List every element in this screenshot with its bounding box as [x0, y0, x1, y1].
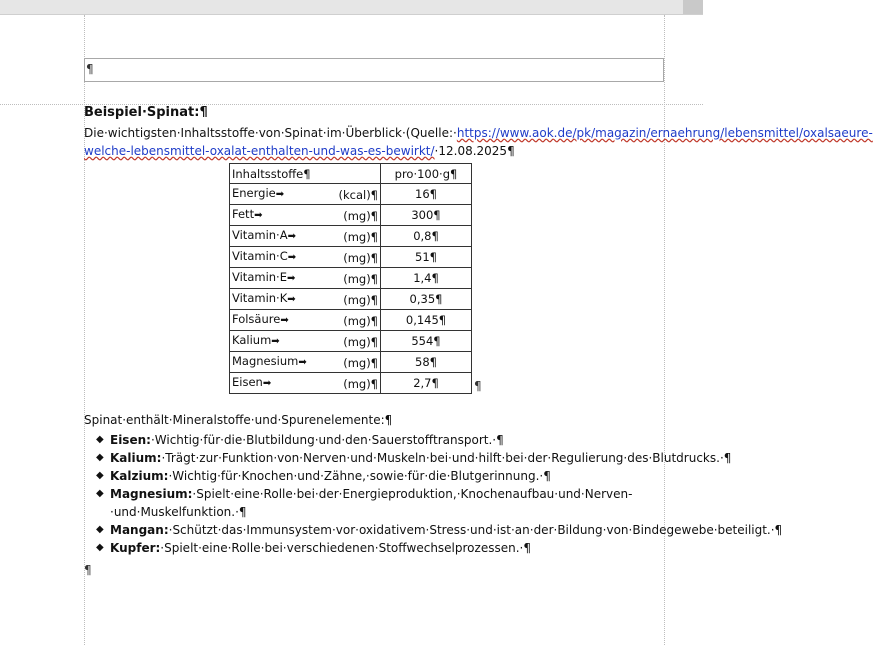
table-body — [230, 184, 485, 394]
nutrient-value: 0,145¶ — [405, 313, 447, 327]
nutrient-unit: (mg)¶ — [343, 377, 378, 391]
nutrient-cell — [230, 247, 381, 268]
nutrient-value-cell — [381, 184, 472, 205]
mineral-term: Kalium: — [110, 451, 162, 465]
list-item — [96, 521, 783, 539]
list-item — [96, 449, 732, 467]
diamond-bullet-icon: ◆ — [96, 452, 104, 463]
tab-arrow-icon: ➡ — [286, 273, 296, 284]
nutrient-unit: (mg)¶ — [343, 293, 378, 307]
nutrient-unit: (kcal)¶ — [338, 188, 378, 202]
minerals-list — [84, 431, 783, 557]
nutrient-value-cell — [381, 226, 472, 247]
nutrient-unit: (mg)¶ — [343, 314, 378, 328]
nutrient-name: Vitamin·A — [232, 228, 288, 242]
tab-arrow-icon: ➡ — [287, 252, 297, 263]
nutrient-value-cell — [381, 289, 472, 310]
document-heading: Beispiel·Spinat:¶ — [84, 105, 208, 120]
mineral-text: ·Wichtig·für·die·Blutbildung·und·den·Sauerstofftransport.·¶ — [150, 433, 504, 447]
top-toolbar-strip — [0, 0, 703, 15]
mineral-text: ·Spielt·eine·Rolle·bei·der·Energieproduktion,·Knochenaufbau·und·Nerven-·und·Muskelfunktion.·¶ — [110, 487, 633, 519]
nutrient-value: 554¶ — [411, 334, 441, 348]
table-row — [230, 373, 485, 394]
nutrient-name: Vitamin·E — [232, 270, 287, 284]
intro-paragraph — [84, 124, 873, 160]
mineral-text: ·Schützt·das·Immunsystem·vor·oxidativem·Stress·und·ist·an·der·Bildung·von·Bindegewebe·beteiligt.·¶ — [168, 523, 783, 537]
table-row — [230, 205, 485, 226]
nutrient-value-cell — [381, 247, 472, 268]
nutrient-name: Vitamin·K — [232, 291, 288, 305]
table-row — [230, 331, 485, 352]
tab-arrow-icon: ➡ — [254, 210, 263, 221]
nutrient-value-cell — [381, 310, 472, 331]
tab-arrow-icon: ➡ — [287, 231, 296, 242]
table-row — [230, 289, 485, 310]
nutrient-cell — [230, 205, 381, 226]
nutrient-unit: (mg)¶ — [343, 356, 378, 370]
nutrient-name: Eisen — [232, 375, 263, 389]
nutrient-name: Kalium — [232, 333, 272, 347]
nutrition-table — [229, 163, 485, 394]
table-row — [230, 226, 485, 247]
nutrient-unit: (mg)¶ — [343, 209, 378, 223]
nutrient-value: 1,4¶ — [413, 271, 439, 285]
nutrient-cell — [230, 352, 381, 373]
document-body[interactable] — [84, 104, 873, 579]
toolbar-corner — [683, 0, 703, 14]
table-row — [230, 247, 485, 268]
tab-arrow-icon: ➡ — [275, 189, 285, 200]
list-item — [96, 485, 666, 521]
nutrient-unit: (mg)¶ — [343, 335, 378, 349]
nutrient-name: Folsäure — [232, 312, 281, 326]
row-end-mark — [472, 373, 485, 394]
mineral-term: Kalzium: — [110, 469, 169, 483]
diamond-bullet-icon: ◆ — [96, 542, 104, 553]
table-row — [230, 268, 485, 289]
diamond-bullet-icon: ◆ — [96, 524, 104, 535]
table-row — [230, 184, 485, 205]
nutrient-value-cell — [381, 331, 472, 352]
nutrient-value-cell — [381, 205, 472, 226]
nutrient-unit: (mg)¶ — [343, 230, 378, 244]
diamond-bullet-icon: ◆ — [96, 434, 104, 445]
nutrient-value: 300¶ — [411, 208, 441, 222]
nutrient-name: Vitamin·C — [232, 249, 288, 263]
nutrient-value-cell — [381, 373, 472, 394]
nutrient-cell — [230, 226, 381, 247]
nutrient-value: 16¶ — [415, 187, 437, 201]
nutrient-value: 0,35¶ — [409, 292, 443, 306]
table-row — [230, 310, 485, 331]
diamond-bullet-icon: ◆ — [96, 470, 104, 481]
mineral-term: Kupfer: — [110, 541, 161, 555]
nutrient-value: 2,7¶ — [413, 376, 439, 390]
end-paragraph-mark: ¶ — [84, 563, 92, 577]
mineral-text: ·Spielt·eine·Rolle·bei·verschiedenen·Stoffwechselprozessen.·¶ — [160, 541, 531, 555]
tab-arrow-icon: ➡ — [271, 336, 280, 347]
nutrient-name: Magnesium — [232, 354, 299, 368]
tab-arrow-icon: ➡ — [287, 294, 296, 305]
mineral-text: ·Wichtig·für·Knochen·und·Zähne,·sowie·für·die·Blutgerinnung.·¶ — [168, 469, 551, 483]
nutrient-value: 58¶ — [415, 355, 437, 369]
tab-arrow-icon: ➡ — [298, 357, 307, 368]
nutrient-cell — [230, 373, 381, 394]
page-header-box[interactable] — [84, 58, 664, 82]
intro-text: Die·wichtigsten·Inhaltsstoffe·von·Spinat·im·Überblick·(Quelle:· — [84, 126, 457, 140]
table-header-name: Inhaltsstoffe¶ — [230, 164, 381, 184]
list-item — [96, 539, 666, 557]
mineral-term: Eisen: — [110, 433, 151, 447]
minerals-intro: Spinat·enthält·Mineralstoffe·und·Spurenelemente:¶ — [84, 413, 393, 427]
nutrient-cell — [230, 289, 381, 310]
row-pilcrow: ¶ — [474, 378, 482, 393]
nutrient-value-cell — [381, 352, 472, 373]
nutrient-cell — [230, 184, 381, 205]
mineral-text: ·Trägt·zur·Funktion·von·Nerven·und·Muskeln·bei·und·hilft·bei·der·Regulierung·des·Blutdrucks.·¶ — [161, 451, 732, 465]
table-header-row — [230, 164, 485, 184]
table-header-value: pro·100·g¶ — [381, 164, 472, 184]
nutrient-unit: (mg)¶ — [343, 272, 378, 286]
list-item — [96, 467, 666, 485]
mineral-term: Mangan: — [110, 523, 169, 537]
intro-date: ·12.08.2025¶ — [434, 144, 515, 158]
list-item — [96, 431, 666, 449]
tab-arrow-icon: ➡ — [262, 378, 272, 389]
diamond-bullet-icon: ◆ — [96, 488, 104, 499]
nutrient-name: Fett — [232, 207, 255, 221]
nutrient-name: Energie — [232, 186, 276, 200]
table-row — [230, 352, 485, 373]
nutrient-value-cell — [381, 268, 472, 289]
tab-arrow-icon: ➡ — [280, 315, 289, 326]
nutrient-cell — [230, 268, 381, 289]
nutrient-cell — [230, 331, 381, 352]
nutrient-value: 0,8¶ — [413, 229, 439, 243]
nutrient-value: 51¶ — [415, 250, 437, 264]
nutrient-cell — [230, 310, 381, 331]
source-link[interactable]: https://www.aok.de/pk/magazin/ernaehrung/lebensmittel/oxalsaeure-welche-lebensmittel-oxalat-enthalten-und-was-es-bewirkt/ — [84, 126, 873, 158]
paragraph-mark: ¶ — [86, 62, 94, 76]
mineral-term: Magnesium: — [110, 487, 193, 501]
nutrient-unit: (mg)¶ — [343, 251, 378, 265]
